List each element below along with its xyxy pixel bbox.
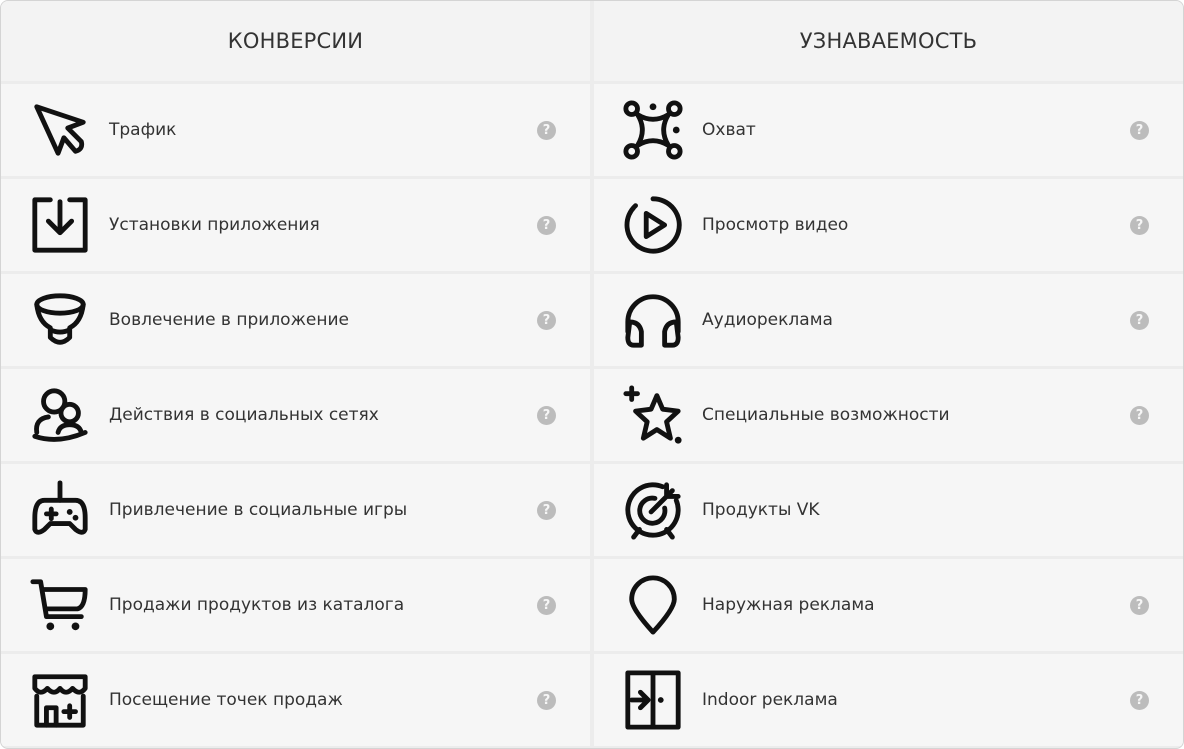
- objective-vk-products[interactable]: [594, 464, 1183, 556]
- shopping-cart-icon: [29, 574, 91, 636]
- objective-traffic[interactable]: [1, 84, 590, 176]
- objective-label: Продукты VK: [702, 500, 820, 520]
- objective-indoor-ads[interactable]: [594, 654, 1183, 746]
- objective-label: Indoor реклама: [702, 690, 838, 710]
- cursor-arrow-icon: [29, 99, 91, 161]
- objective-special-features[interactable]: [594, 369, 1183, 461]
- awareness-column: [594, 1, 1183, 748]
- objective-catalog-sales[interactable]: [1, 559, 590, 651]
- door-enter-icon: [622, 669, 684, 731]
- help-icon[interactable]: ?: [1130, 311, 1149, 330]
- help-icon[interactable]: ?: [1130, 406, 1149, 425]
- funnel-icon: [29, 289, 91, 351]
- objective-reach[interactable]: [594, 84, 1183, 176]
- objective-social-games[interactable]: [1, 464, 590, 556]
- headphones-icon: [622, 289, 684, 351]
- help-icon[interactable]: ?: [537, 406, 556, 425]
- help-icon[interactable]: ?: [537, 311, 556, 330]
- objective-label: Вовлечение в приложение: [109, 310, 349, 330]
- gamepad-icon: [29, 479, 91, 541]
- objective-label: Посещение точек продаж: [109, 690, 343, 710]
- objective-label: Просмотр видео: [702, 215, 849, 235]
- objective-outdoor-ads[interactable]: [594, 559, 1183, 651]
- objective-video-views[interactable]: [594, 179, 1183, 271]
- map-pin-icon: [622, 574, 684, 636]
- objective-app-engagement[interactable]: [1, 274, 590, 366]
- objective-social-actions[interactable]: [1, 369, 590, 461]
- storefront-icon: [29, 669, 91, 731]
- help-icon[interactable]: ?: [1130, 121, 1149, 140]
- column-header-conversions: КОНВЕРСИИ: [1, 1, 590, 81]
- people-group-icon: [29, 384, 91, 446]
- objective-label: Продажи продуктов из каталога: [109, 595, 405, 615]
- objective-label: Трафик: [109, 120, 177, 140]
- column-header-awareness: УЗНАВАЕМОСТЬ: [594, 1, 1183, 81]
- help-icon[interactable]: ?: [537, 121, 556, 140]
- sparkle-star-icon: [622, 384, 684, 446]
- help-icon[interactable]: ?: [1130, 216, 1149, 235]
- objective-label: Действия в социальных сетях: [109, 405, 379, 425]
- objective-label: Установки приложения: [109, 215, 320, 235]
- help-icon[interactable]: ?: [537, 216, 556, 235]
- objective-label: Аудиореклама: [702, 310, 833, 330]
- help-icon[interactable]: ?: [537, 501, 556, 520]
- download-box-icon: [29, 194, 91, 256]
- help-icon[interactable]: ?: [537, 691, 556, 710]
- network-nodes-icon: [622, 99, 684, 161]
- help-icon[interactable]: ?: [537, 596, 556, 615]
- objective-app-installs[interactable]: [1, 179, 590, 271]
- objective-label: Привлечение в социальные игры: [109, 500, 408, 520]
- objective-store-visits[interactable]: [1, 654, 590, 746]
- objective-audio-ads[interactable]: [594, 274, 1183, 366]
- objective-label: Специальные возможности: [702, 405, 950, 425]
- help-icon[interactable]: ?: [1130, 596, 1149, 615]
- conversions-column: [1, 1, 590, 748]
- help-icon[interactable]: ?: [1130, 691, 1149, 710]
- target-arrow-icon: [622, 479, 684, 541]
- objective-label: Охват: [702, 120, 756, 140]
- objective-label: Наружная реклама: [702, 595, 875, 615]
- play-circle-icon: [622, 194, 684, 256]
